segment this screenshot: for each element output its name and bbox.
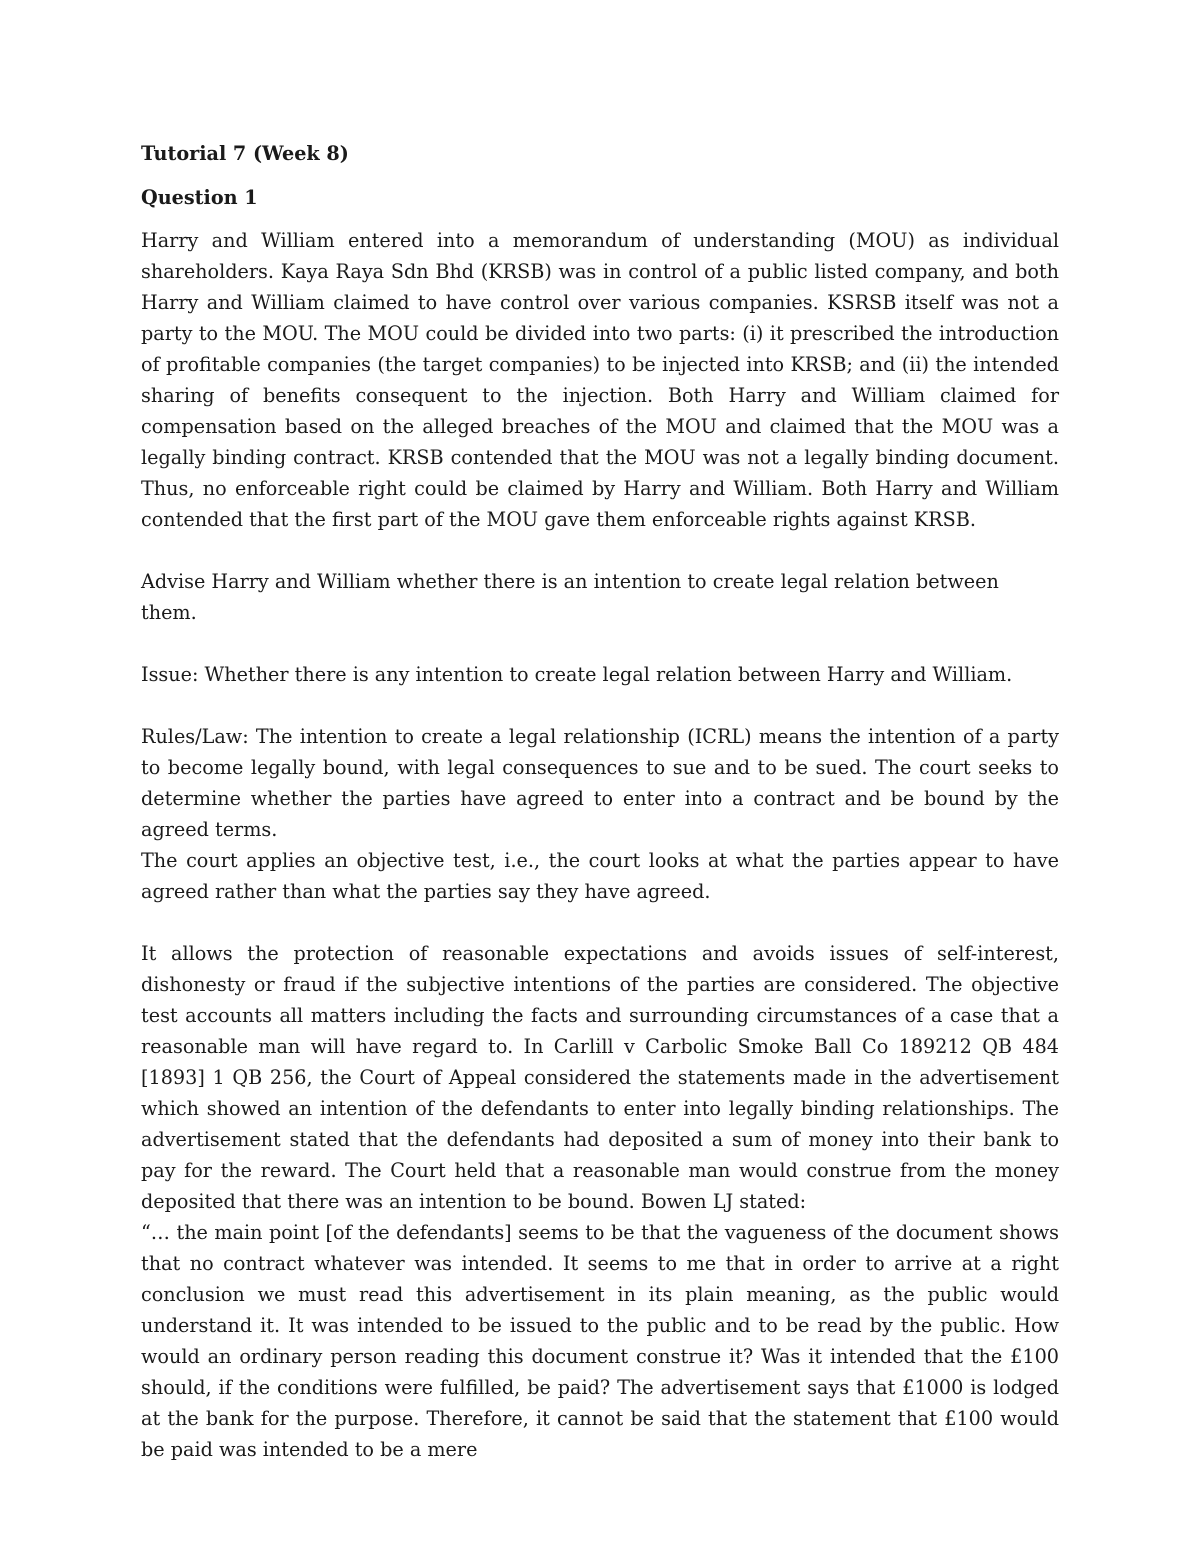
task-paragraph: Advise Harry and William whether there is an intention to create legal relation between them. (141, 570, 999, 624)
rules-paragraph: Rules/Law: The intention to create a legal relationship (ICRL) means the intention of a party to become legally bound, with legal consequences to sue and to be sued. The court seeks to determine whether the parties have agreed to enter into a contract and be bound by the agreed terms. (141, 725, 1059, 841)
document-title: Tutorial 7 (Week 8) (141, 142, 349, 165)
objective-test-paragraph: The court applies an objective test, i.e., the court looks at what the parties appear to have agreed rather than what the parties say they have agreed. (141, 849, 1059, 903)
analysis-paragraph: It allows the protection of reasonable expectations and avoids issues of self-interest, dishonesty or fraud if the subjective intentions of the parties are considered. The objective test accounts all matters including the facts and surrounding circumstances of a case that a reasonable man will have regard to. In Carlill v Carbolic Smoke Ball Co 189212 QB 484 [1893] 1 QB 256, the Court of Appeal considered the statements made in the advertisement which showed an intention of the defendants to enter into legally binding relationships. The advertisement stated that the defendants had deposited a sum of money into their bank to pay for the reward. The Court held that a reasonable man would construe from the money deposited that there was an intention to be bound. Bowen LJ stated: (141, 942, 1059, 1213)
document-body (141, 138, 1059, 1465)
issue-paragraph: Issue: Whether there is any intention to create legal relation between Harry and William. (141, 663, 1013, 686)
facts-paragraph: Harry and William entered into a memorandum of understanding (MOU) as individual shareholders. Kaya Raya Sdn Bhd (KRSB) was in control of a public listed company, and both Harry and William claimed to have control over various companies. KSRSB itself was not a party to the MOU. The MOU could be divided into two parts: (i) it prescribed the introduction of profitable companies (the target companies) to be injected into KRSB; and (ii) the intended sharing of benefits consequent to the injection. Both Harry and William claimed for compensation based on the alleged breaches of the MOU and claimed that the MOU was a legally binding contract. KRSB contended that the MOU was not a legally binding document. Thus, no enforceable right could be claimed by Harry and William. Both Harry and William contended that the first part of the MOU gave them enforceable rights against KRSB. (141, 229, 1059, 531)
question-heading: Question 1 (141, 186, 258, 209)
quote-paragraph: “… the main point [of the defendants] seems to be that the vagueness of the document shows that no contract whatever was intended. It seems to me that in order to arrive at a right conclusion we must read this advertisement in its plain meaning, as the public would understand it. It was intended to be issued to the public and to be read by the public. How would an ordinary person reading this document construe it? Was it intended that the £100 should, if the conditions were fulfilled, be paid? The advertisement says that £1000 is lodged at the bank for the purpose. Therefore, it cannot be said that the statement that £100 would be paid was intended to be a mere (141, 1221, 1059, 1461)
